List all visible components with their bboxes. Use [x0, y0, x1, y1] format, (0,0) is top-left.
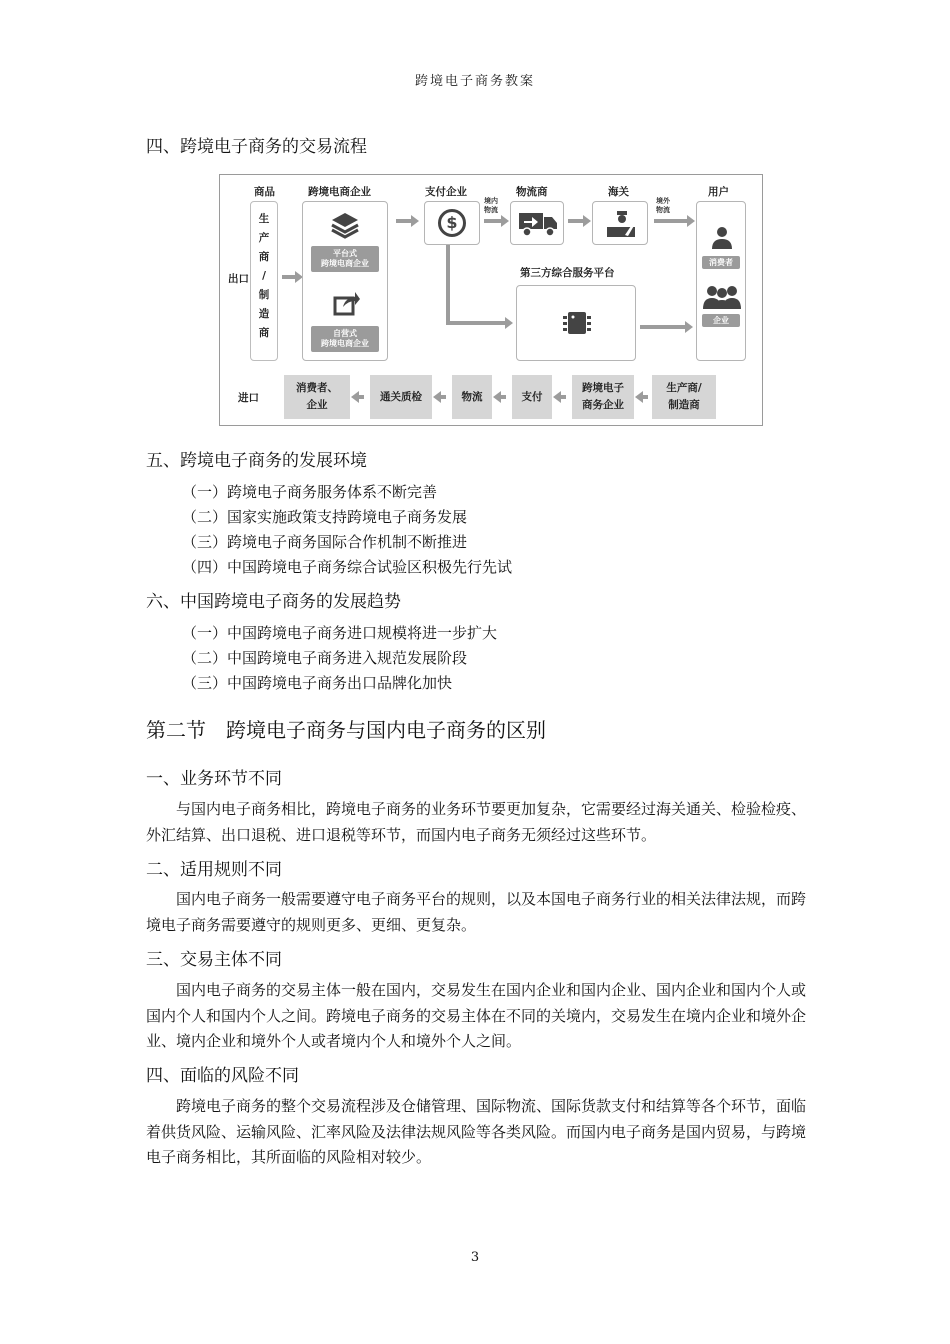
chip-icon — [561, 307, 593, 339]
platform-ecommerce-tag — [311, 246, 379, 272]
col-logistics-label: 物流商 — [516, 186, 548, 198]
page-number: 3 — [470, 1250, 480, 1265]
consumer-tag: 消费者 — [702, 256, 740, 269]
enterprise-group-icon — [703, 284, 741, 310]
diff-title-subjects: 三、交易主体不同 — [146, 950, 282, 970]
third-party-box — [516, 285, 636, 361]
producer-char: 造 — [258, 308, 270, 320]
page-header: 跨境电子商务教案 — [414, 74, 535, 89]
diff-title-rules: 二、适用规则不同 — [146, 860, 282, 880]
enterprise-tag: 企业 — [702, 314, 740, 327]
trend-item: （三）中国跨境电子商务出口品牌化加快 — [182, 674, 453, 692]
diff-text-rules: 国内电子商务一般需要遵守电子商务平台的规则，以及本国电子商务行业的相关法律法规，而跨境电子商务需要遵守的规则更多、更细、更复杂。 — [146, 890, 807, 934]
producer-char: 制 — [258, 289, 270, 301]
section-title-trends: 六、中国跨境电子商务的发展趋势 — [146, 592, 401, 612]
users-box — [696, 201, 746, 361]
dollar-icon: $ — [438, 209, 466, 237]
import-producer-box — [652, 375, 716, 419]
section-title-environment: 五、跨境电子商务的发展环境 — [146, 451, 367, 471]
arrow-to-third-party — [446, 321, 506, 325]
trend-item: （二）中国跨境电子商务进入规范发展阶段 — [182, 649, 468, 667]
import-producer-line1: 生产商/ — [666, 382, 702, 394]
import-ecommerce-box — [572, 375, 634, 419]
platform-tag-line2: 跨境电商企业 — [321, 259, 369, 268]
producer-char: 生 — [258, 213, 270, 225]
import-producer-line2: 制造商 — [668, 399, 700, 411]
foreign-logistics-line2: 物流 — [656, 206, 670, 214]
producer-char: 商 — [258, 327, 270, 339]
export-label: 出口 — [228, 273, 249, 285]
trend-item: （一）中国跨境电子商务进口规模将进一步扩大 — [182, 624, 498, 642]
arrow-to-logistics — [500, 395, 506, 399]
environment-item: （二）国家实施政策支持跨境电子商务发展 — [182, 508, 468, 526]
consumer-icon — [711, 226, 733, 250]
import-consumer-box — [284, 375, 350, 419]
foreign-logistics-label — [656, 197, 670, 215]
customs-box — [592, 201, 648, 245]
producer-box — [250, 201, 278, 361]
domestic-logistics-label — [484, 197, 498, 215]
arrow-customs-to-users — [654, 219, 688, 223]
producer-char: 产 — [258, 232, 270, 244]
environment-item: （一）跨境电子商务服务体系不断完善 — [182, 483, 438, 501]
import-payment-box: 支付 — [512, 375, 552, 419]
self-operated-ecommerce-tag — [311, 326, 379, 352]
producer-vertical-text — [251, 202, 277, 343]
truck-icon — [518, 211, 558, 237]
chapter-title: 第二节 跨境电子商务与国内电子商务的区别 — [146, 718, 546, 742]
arrow-producer-to-ecommerce — [282, 275, 296, 279]
self-tag-line2: 跨境电商企业 — [321, 339, 369, 348]
col-customs-label: 海关 — [608, 186, 629, 198]
arrow-to-inspection — [440, 395, 446, 399]
diff-text-business: 与国内电子商务相比，跨境电子商务的业务环节要更加复杂，它需要经过海关通关、检验检疫、外汇结算、出口退税、进口退税等环节，而国内电子商务无须经过这些环节。 — [146, 800, 807, 844]
section-title-transaction-flow: 四、跨境电子商务的交易流程 — [146, 137, 367, 157]
import-consumer-line2: 企业 — [306, 399, 328, 411]
import-consumer-line1: 消费者、 — [296, 382, 338, 394]
share-icon — [333, 290, 361, 316]
import-logistics-box: 物流 — [452, 375, 492, 419]
customs-officer-icon — [605, 209, 637, 239]
diff-title-risks: 四、面临的风险不同 — [146, 1066, 299, 1086]
third-party-label: 第三方综合服务平台 — [520, 267, 615, 279]
domestic-logistics-line1: 境内 — [484, 197, 498, 205]
import-inspection-box: 通关质检 — [370, 375, 432, 419]
import-label: 进口 — [238, 392, 259, 404]
col-payment-label: 支付企业 — [425, 186, 467, 198]
arrow-third-party-to-users — [640, 325, 686, 329]
import-ec-line2: 商务企业 — [582, 399, 624, 411]
diff-title-business: 一、业务环节不同 — [146, 769, 282, 789]
foreign-logistics-line1: 境外 — [656, 197, 670, 205]
col-ecommerce-label: 跨境电商企业 — [308, 186, 371, 198]
producer-char: / — [262, 270, 266, 282]
diff-text-risks: 跨境电子商务的整个交易流程涉及仓储管理、国际物流、国际货款支付和结算等各个环节，面临着供货风险、运输风险、汇率风险及法律法规风险等各类风险。而国内电子商务是国内贸易，与跨境电子商务相比，其所面临的风险相对较少。 — [146, 1097, 807, 1166]
import-ec-line1: 跨境电子 — [582, 382, 624, 394]
arrow-payment-to-logistics — [484, 219, 502, 223]
arrow-to-ecommerce — [642, 395, 648, 399]
arrow-payment-down — [446, 245, 450, 325]
arrow-to-consumer — [358, 395, 364, 399]
col-users-label: 用户 — [708, 186, 729, 198]
col-goods-label: 商品 — [254, 186, 275, 198]
environment-item: （三）跨境电子商务国际合作机制不断推进 — [182, 533, 468, 551]
layers-icon — [330, 210, 360, 240]
logistics-box — [510, 201, 564, 245]
arrow-logistics-to-customs — [568, 219, 584, 223]
payment-box — [424, 201, 480, 245]
diff-text-subjects: 国内电子商务的交易主体一般在国内，交易发生在国内企业和国内企业、国内企业和国内个人或国内个人和国内个人之间。跨境电子商务的交易主体在不同的关境内，交易发生在境内企业和境外企业、境内企业和境外个人或者境内个人和境外个人之间。 — [146, 981, 807, 1050]
producer-char: 商 — [258, 251, 270, 263]
ecommerce-box — [302, 201, 388, 361]
platform-tag-line1: 平台式 — [333, 249, 357, 258]
arrow-ecommerce-to-payment — [396, 219, 412, 223]
self-tag-line1: 自营式 — [333, 329, 357, 338]
domestic-logistics-line2: 物流 — [484, 206, 498, 214]
arrow-to-payment — [560, 395, 566, 399]
transaction-flow-diagram — [219, 174, 763, 426]
environment-item: （四）中国跨境电子商务综合试验区积极先行先试 — [182, 558, 513, 576]
